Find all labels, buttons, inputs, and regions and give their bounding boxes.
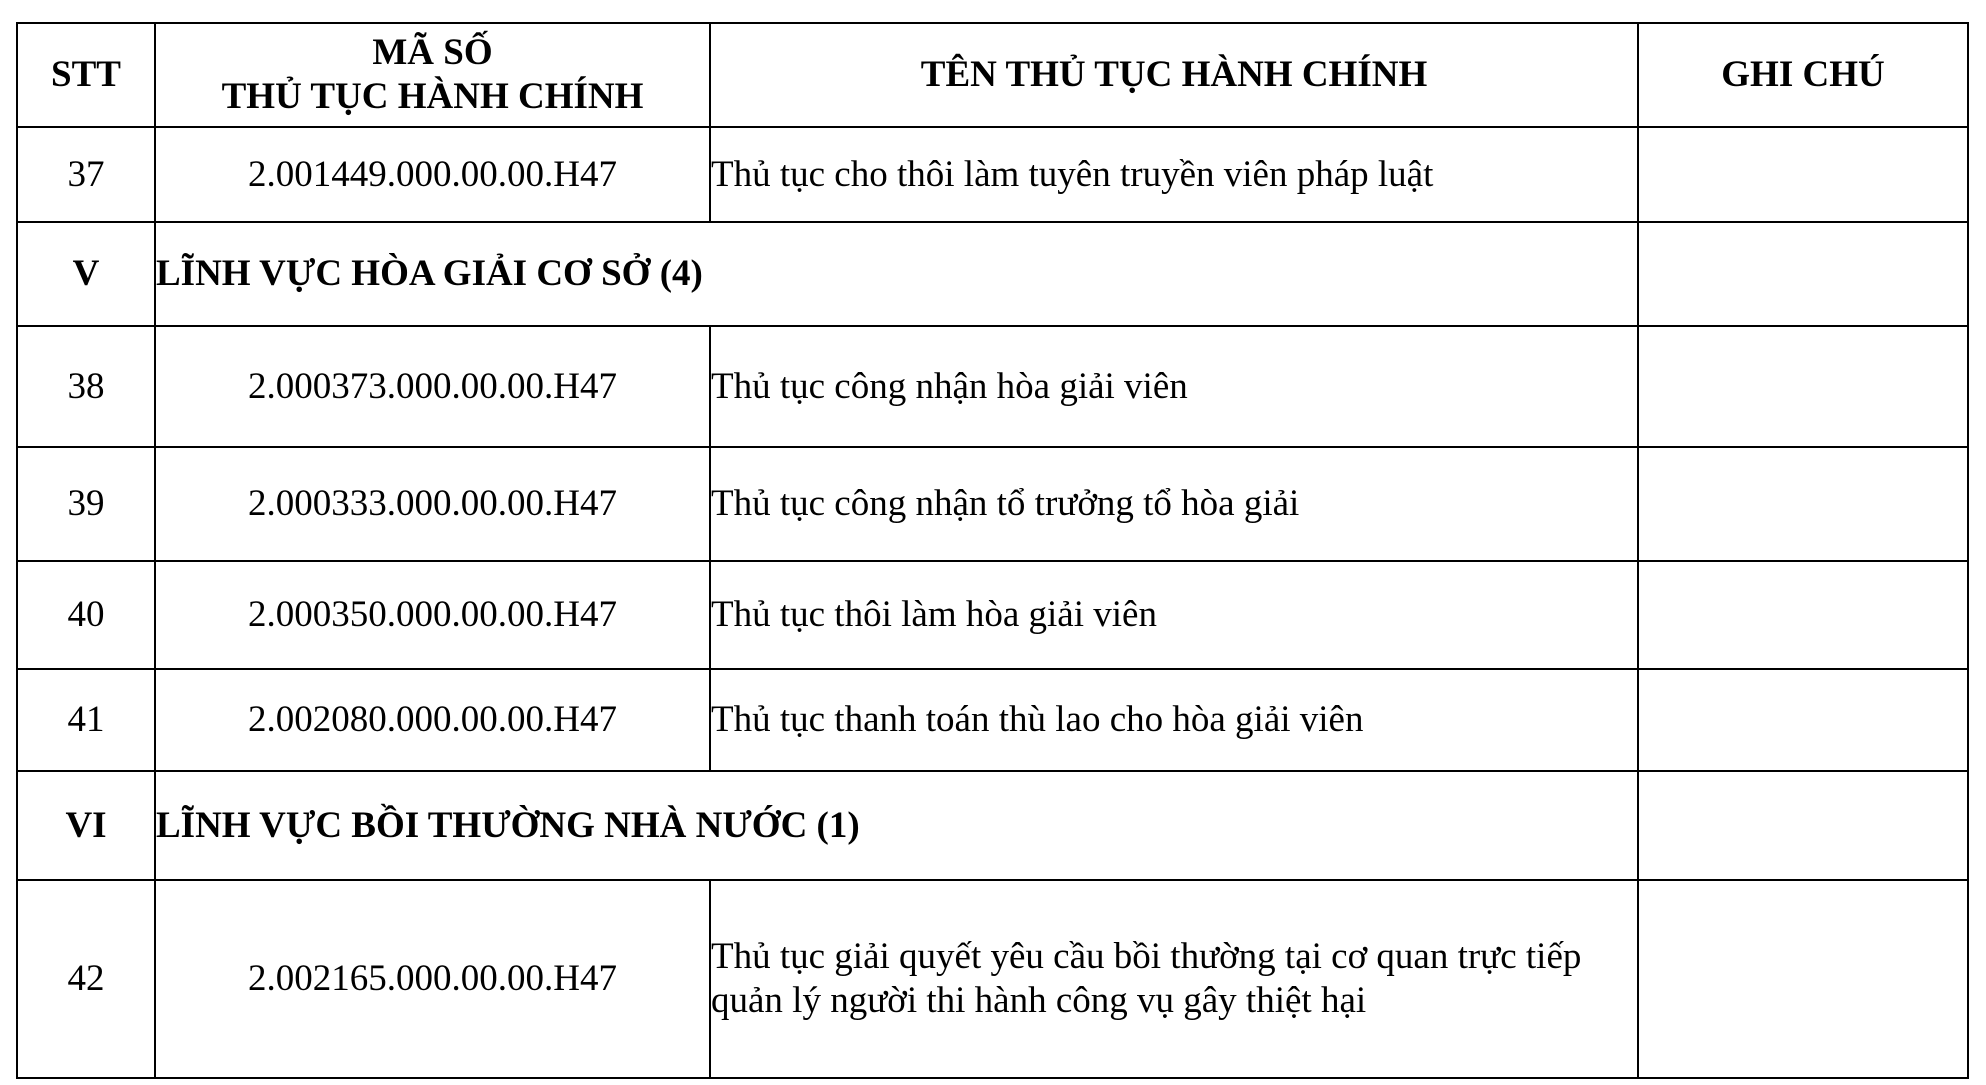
header-note: GHI CHÚ (1638, 23, 1968, 127)
header-stt: STT (17, 23, 155, 127)
note-cell (1638, 669, 1968, 771)
note-cell (1638, 771, 1968, 880)
header-code-line2: THỦ TỤC HÀNH CHÍNH (221, 76, 644, 117)
note-cell (1638, 880, 1968, 1078)
header-code (155, 23, 710, 127)
procedures-table (16, 22, 1969, 1079)
stt-cell: 38 (17, 326, 155, 447)
section-title: LĨNH VỰC BỒI THƯỜNG NHÀ NƯỚC (1) (155, 771, 1638, 880)
header-row (17, 23, 1968, 127)
section-row (17, 222, 1968, 326)
stt-cell: 39 (17, 447, 155, 561)
name-cell: Thủ tục công nhận tổ trưởng tổ hòa giải (710, 447, 1638, 561)
section-title: LĨNH VỰC HÒA GIẢI CƠ SỞ (4) (155, 222, 1638, 326)
note-cell (1638, 326, 1968, 447)
code-cell: 2.000350.000.00.00.H47 (155, 561, 710, 669)
name-cell: Thủ tục cho thôi làm tuyên truyền viên pháp luật (710, 127, 1638, 222)
code-cell: 2.000333.000.00.00.H47 (155, 447, 710, 561)
stt-cell: 37 (17, 127, 155, 222)
name-cell: Thủ tục giải quyết yêu cầu bồi thường tại cơ quan trực tiếp quản lý người thi hành công vụ gây thiệt hại (710, 880, 1638, 1078)
table-row (17, 447, 1968, 561)
note-cell (1638, 561, 1968, 669)
code-cell: 2.001449.000.00.00.H47 (155, 127, 710, 222)
table-row (17, 127, 1968, 222)
stt-cell: 42 (17, 880, 155, 1078)
section-number: V (17, 222, 155, 326)
table-row (17, 561, 1968, 669)
name-cell: Thủ tục thôi làm hòa giải viên (710, 561, 1638, 669)
table-row (17, 326, 1968, 447)
section-row (17, 771, 1968, 880)
code-cell: 2.002165.000.00.00.H47 (155, 880, 710, 1078)
note-cell (1638, 447, 1968, 561)
code-cell: 2.002080.000.00.00.H47 (155, 669, 710, 771)
header-code-line1: MÃ SỐ (372, 32, 493, 74)
name-cell: Thủ tục công nhận hòa giải viên (710, 326, 1638, 447)
table-row (17, 669, 1968, 771)
section-number: VI (17, 771, 155, 880)
code-cell: 2.000373.000.00.00.H47 (155, 326, 710, 447)
stt-cell: 40 (17, 561, 155, 669)
note-cell (1638, 222, 1968, 326)
header-name: TÊN THỦ TỤC HÀNH CHÍNH (710, 23, 1638, 127)
note-cell (1638, 127, 1968, 222)
table-row (17, 880, 1968, 1078)
name-cell: Thủ tục thanh toán thù lao cho hòa giải viên (710, 669, 1638, 771)
stt-cell: 41 (17, 669, 155, 771)
